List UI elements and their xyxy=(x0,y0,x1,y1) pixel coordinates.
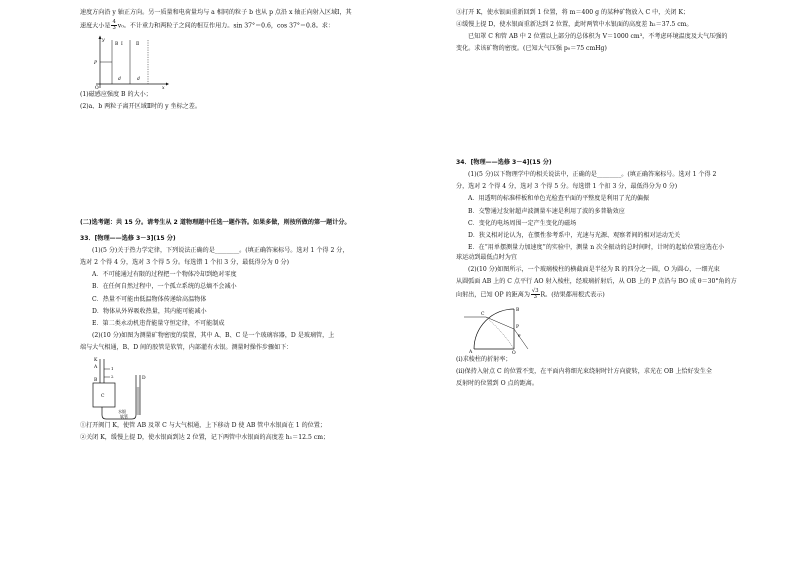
width-label: d xyxy=(118,77,121,83)
region-label-2: Ⅱ xyxy=(136,42,140,48)
refracted-ray xyxy=(486,317,514,329)
label-b: B xyxy=(516,308,520,314)
mercury-label: 水银 xyxy=(118,409,126,415)
question-34-part2-cont: 从圆弧面 AB 上的 C 点平行 AO 射入棱柱，经玻璃折射后，从 OB 上的 P 点沿与 BO 成 θ＝30°角的方 xyxy=(456,277,737,285)
option-b: B．交警通过发射超声波测量车速是利用了波的多普勒效应 xyxy=(468,207,625,215)
step-2: ②关闭 K，缓慢上提 D，使水银面到达 2 位置，记下两管中水银面的高度差 h₁＝12.5 cm； xyxy=(80,434,330,442)
width-label: d xyxy=(137,77,140,83)
problem-text: 向射出，已知 OP 的距离为 xyxy=(456,291,530,299)
problem-text: R。(结果都用根式表示) xyxy=(540,291,605,299)
option-e-cont: 球运动到最低点时为宜 xyxy=(456,253,517,261)
sub-question-1: (i)求棱柱的折射率； xyxy=(456,356,512,364)
given-text-cont: 变化。求该矿物的密度。(已知大气压强 p₀＝75 cmHg) xyxy=(456,45,607,52)
label-d: D xyxy=(142,376,146,382)
option-d: D．狭义相对论认为，在惯性参考系中，光速与光源、观察者间的相对运动无关 xyxy=(468,232,681,240)
mark-1-label: 1 xyxy=(111,366,114,372)
density-apparatus-figure xyxy=(92,355,172,421)
angle-theta-label: θ xyxy=(518,333,521,339)
x-axis-arrow xyxy=(166,83,169,86)
origin-label: O xyxy=(95,86,99,91)
question-33-part1: (1)(5 分)关于热力学定律，下列说法正确的是________。(填正确答案标号。选对 1 个得 2 分， xyxy=(92,247,349,255)
sub-question-2-cont: 反射时的位置到 O 点的距离。 xyxy=(456,380,538,388)
option-a: A．不可能通过有限的过程把一个物体冷却到绝对零度 xyxy=(92,271,237,279)
dashed-normal xyxy=(486,317,514,349)
label-c: C xyxy=(101,394,105,400)
field-label-b: B xyxy=(115,42,119,48)
option-d: D．物体从外界吸收热量，其内能可能减小 xyxy=(92,307,207,315)
point-p-label: P xyxy=(94,61,98,67)
problem-text: 速度大小是 xyxy=(80,22,111,30)
question-33-part2: (2)(10 分)如图为测量矿物密度的装置，其中 A、B、C 是一个玻璃容器，D 是玻璃管，上 xyxy=(92,332,335,340)
fraction xyxy=(531,289,540,301)
label-p: P xyxy=(516,325,520,331)
blank-space xyxy=(456,56,772,152)
exit-ray xyxy=(514,329,528,349)
question-33-part1-cont: 选对 2 个得 4 分，选对 3 个得 5 分。每选错 1 个扣 3 分，最低得分为 0 分) xyxy=(80,259,289,267)
mark-2-label: 2 xyxy=(111,374,114,380)
label-a: A xyxy=(469,350,473,356)
fraction-denominator: 3 xyxy=(112,25,116,32)
right-column xyxy=(456,8,772,391)
glass-prism-figure xyxy=(464,303,534,355)
y-axis-label: y xyxy=(102,38,105,44)
problem-text-line xyxy=(80,20,396,32)
fraction-numerator: √3 xyxy=(531,287,539,294)
region-label-1: Ⅰ xyxy=(121,42,123,48)
elective-heading: (二)选考题：共 15 分。请考生从 2 道物理题中任选一题作答。如果多做，则按所做的第一题计分。 xyxy=(80,219,351,227)
question-1: (1)磁感应强度 B 的大小； xyxy=(80,91,152,99)
step-4: ④缓慢上提 D，使水银面重新达到 2 位置，此时两管中水银面的高度差 h₂＝37.5 cm。 xyxy=(456,21,693,28)
option-e: E．第二类永动机违背能量守恒定律，不可能制成 xyxy=(92,320,225,328)
option-a: A．用透明的标准样板和单色光检查平面的平整度是利用了光的偏振 xyxy=(468,195,650,203)
question-33-heading: 33．[物理——选修 3－3](15 分) xyxy=(80,234,176,242)
question-34-heading: 34．[物理——选修 3－4](15 分) xyxy=(456,159,552,166)
problem-text-line: 速度方向沿 y 轴正方向。另一质量和电荷量均与 a 相同的粒子 b 也从 p 点沿 x 轴正向射入区域Ⅰ，其 xyxy=(80,9,352,16)
question-34-part1-cont: 分，选对 2 个得 4 分，选对 3 个得 5 分。每选错 1 个扣 3 分，最低得分为 0 分) xyxy=(456,183,678,191)
arc-ab xyxy=(474,309,514,349)
hose-label: 软管 xyxy=(120,414,128,420)
fraction-denominator: 3 xyxy=(533,294,537,301)
left-column xyxy=(80,8,396,445)
option-c: C．热量不可能由低温物体传递给高温物体 xyxy=(92,295,207,303)
label-a: A xyxy=(94,365,98,371)
step-1: ①打开阀门 K，使管 AB 及罩 C 与大气相通，上下移动 D 使 AB 管中水银面在 1 的位置； xyxy=(80,422,326,430)
label-c: C xyxy=(481,312,485,318)
label-o: O xyxy=(512,351,516,356)
step-3: ③打开 K，使水银面重新回到 1 位置，将 m＝400 g 的某种矿物放入 C 中，关闭 K； xyxy=(456,9,690,16)
option-b: B．在任何自然过程中，一个孤立系统的总熵不会减小 xyxy=(92,283,237,291)
question-34-part1: (1)(5 分)以下物理学中的相关说法中，正确的是________。(填正确答案标号。选对 1 个得 2 xyxy=(468,171,717,179)
question-2: (2)a、b 两粒子离开区域Ⅱ时的 y 坐标之差。 xyxy=(80,103,201,111)
mercury-column xyxy=(136,387,139,415)
label-b: B xyxy=(94,378,98,384)
fraction-numerator: 4 xyxy=(112,19,116,25)
fraction xyxy=(111,20,116,32)
question-34-part2: (2)(10 分)如图所示，一个玻璃棱柱的横截面是半径为 R 的四分之一圆，O 为圆心，一细光束 xyxy=(468,265,720,273)
question-33-part2-cont: 端与大气相通，B、D 间的胶管是软管，内部灌有水银。测量时操作步骤如下： xyxy=(80,344,293,352)
magnetic-field-figure xyxy=(90,34,170,90)
blank-space xyxy=(80,114,396,218)
x-axis-label: x xyxy=(162,86,165,91)
option-e: E．在“用单摆测量力加速度”的实验中，测量 n 次全振动的总时间时，计时的起始位置应选在小 xyxy=(468,244,725,252)
problem-text: v₀。不计重力和两粒子之间的相互作用力。sin 37°＝0.6，cos 37°＝0.8。求： xyxy=(117,22,334,30)
sub-question-2: (ii)保持入射点 C 的位置不变，在平面内将细光束绕射时针方向旋转，求光在 OB 上恰好发生全 xyxy=(456,368,713,376)
option-c: C．变化的电场周围一定产生变化的磁场 xyxy=(468,219,577,227)
given-text: 已知罩 C 和管 AB 中 2 位置以上部分的总体积为 V＝1000 cm³，不考虑环境温度及大气压强的 xyxy=(468,33,728,40)
question-34-part2-cont xyxy=(456,289,772,301)
valve-k-label: K xyxy=(94,358,98,364)
